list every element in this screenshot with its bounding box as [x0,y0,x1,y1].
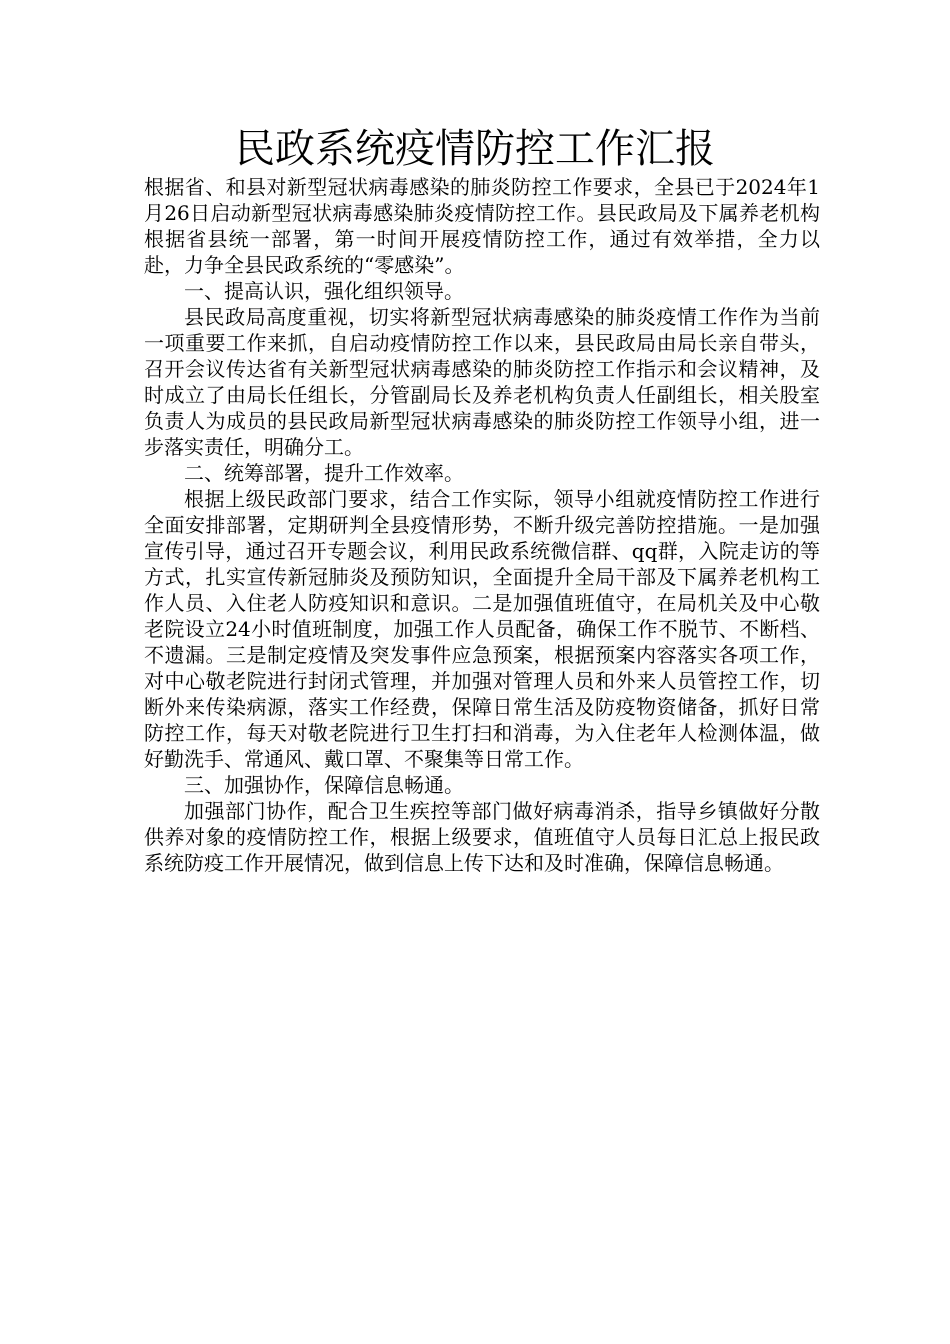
paragraph-section-2: 根据上级民政部门要求，结合工作实际，领导小组就疫情防控工作进行全面安排部署，定期研判全县疫情形势，不断升级完善防控措施。一是加强宣传引导，通过召开专题会议，利用民政系统微信群、qq群，入院走访的等方式，扎实宣传新冠肺炎及预防知识，全面提升全局干部及下属养老机构工作人员、入住老人防疫知识和意识。二是加强值班值守，在局机关及中心敬老院设立24小时值班制度，加强工作人员配备，确保工作不脱节、不断档、不遗漏。三是制定疫情及突发事件应急预案，根据预案内容落实各项工作，对中心敬老院进行封闭式管理，并加强对管理人员和外来人员管控工作，切断外来传染病源，落实工作经费，保障日常生活及防疫物资储备，抓好日常防控工作，每天对敬老院进行卫生打扫和消毒，为入住老年人检测体温，做好勤洗手、常通风、戴口罩、不聚集等日常工作。 [144,487,820,771]
document-body [144,174,820,876]
section-heading-3: 三、加强协作，保障信息畅通。 [184,773,464,797]
paragraph-intro: 根据省、和县对新型冠状病毒感染的肺炎防控工作要求，全县已于2024年1月26日启动新型冠状病毒感染肺炎疫情防控工作。县民政局及下属养老机构根据省县统一部署，第一时间开展疫情防控工作，通过有效举措，全力以赴，力争全县民政系统的“零感染”。 [144,175,820,277]
paragraph-section-3: 加强部门协作，配合卫生疾控等部门做好病毒消杀，指导乡镇做好分散供养对象的疫情防控工作，根据上级要求，值班值守人员每日汇总上报民政系统防疫工作开展情况，做到信息上传下达和及时准确，保障信息畅通。 [144,799,820,875]
section-heading-1: 一、提高认识，强化组织领导。 [184,279,464,303]
document-title: 民政系统疫情防控工作汇报 [235,126,715,172]
section-heading-2: 二、统筹部署，提升工作效率。 [184,461,464,485]
paragraph-section-1: 县民政局高度重视，切实将新型冠状病毒感染的肺炎疫情工作作为当前一项重要工作来抓，自启动疫情防控工作以来，县民政局由局长亲自带头，召开会议传达省有关新型冠状病毒感染的肺炎防控工作指示和会议精神，及时成立了由局长任组长，分管副局长及养老机构负责人任副组长，相关股室负责人为成员的县民政局新型冠状病毒感染的肺炎防控工作领导小组，进一步落实责任，明确分工。 [144,305,820,459]
